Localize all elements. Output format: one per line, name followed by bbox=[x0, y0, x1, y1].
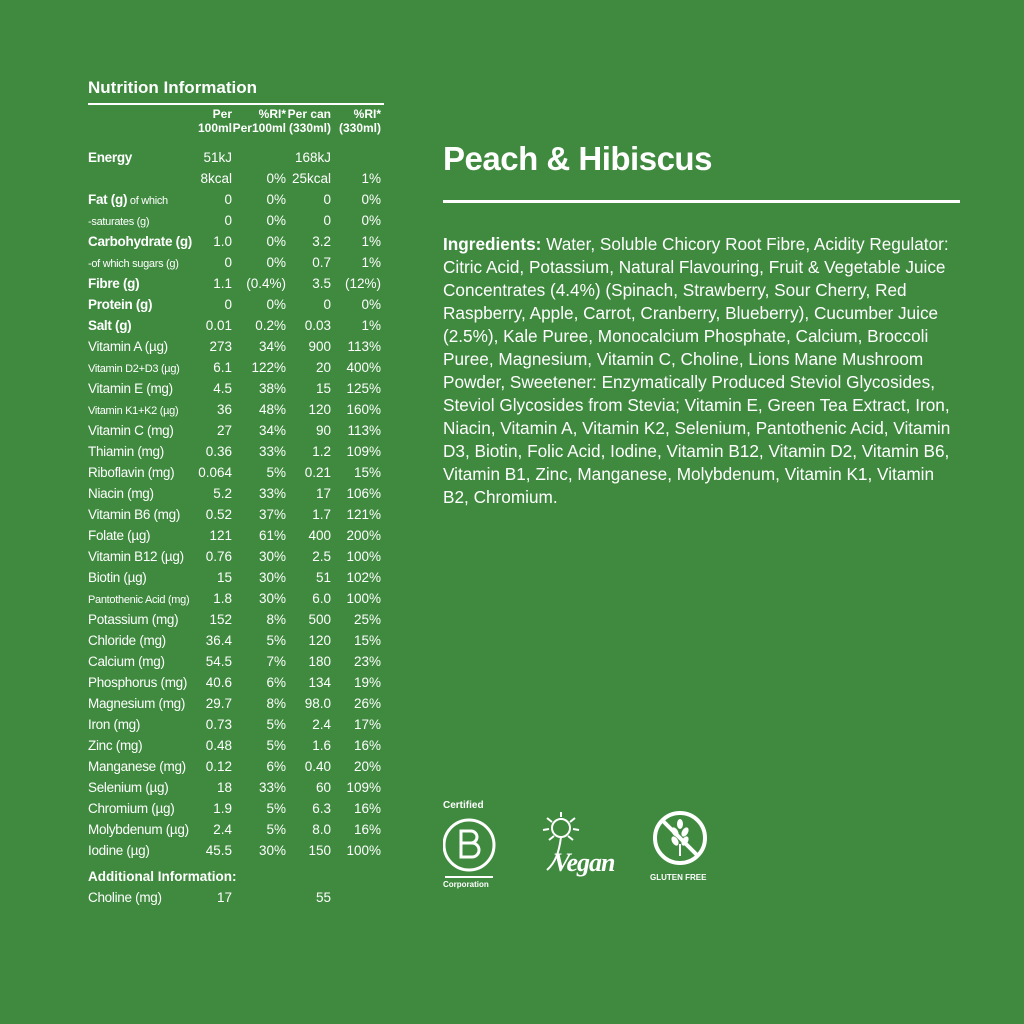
nutrition-row: Energy 51kJ 168kJ bbox=[88, 150, 331, 165]
nutrition-rows bbox=[88, 147, 384, 861]
additional-info-title: Additional Information: bbox=[88, 869, 237, 884]
nutrition-row: Vitamin A (µg) 273 34% 900 113% bbox=[88, 339, 381, 354]
nutrition-row: Folate (µg) 121 61% 400 200% bbox=[88, 528, 381, 543]
nutrition-row: Choline (mg) 17 55 bbox=[88, 890, 331, 905]
vegan-badge bbox=[529, 808, 624, 898]
nutrition-row: Protein (g) 0 0% 0 0% bbox=[88, 297, 381, 312]
nutrition-row: -saturates (g) 0 0% 0 0% bbox=[88, 213, 381, 228]
badge-row bbox=[443, 800, 743, 900]
nutrition-row: Phosphorus (mg) 40.6 6% 134 19% bbox=[88, 675, 381, 690]
nutrition-row: Molybdenum (µg) 2.4 5% 8.0 16% bbox=[88, 822, 381, 837]
nutrition-row: Biotin (µg) 15 30% 51 102% bbox=[88, 570, 381, 585]
title-divider bbox=[443, 200, 960, 203]
nutrition-row: Vitamin C (mg) 27 34% 90 113% bbox=[88, 423, 381, 438]
nutrition-row: Chloride (mg) 36.4 5% 120 15% bbox=[88, 633, 381, 648]
nutrition-row: Potassium (mg) 152 8% 500 25% bbox=[88, 612, 381, 627]
nutrition-row: Iodine (µg) 45.5 30% 150 100% bbox=[88, 843, 381, 858]
nutrition-row: Thiamin (mg) 0.36 33% 1.2 109% bbox=[88, 444, 381, 459]
nutrition-row: Zinc (mg) 0.48 5% 1.6 16% bbox=[88, 738, 381, 753]
nutrition-row: Vitamin B6 (mg) 0.52 37% 1.7 121% bbox=[88, 507, 381, 522]
nutrition-row: Chromium (µg) 1.9 5% 6.3 16% bbox=[88, 801, 381, 816]
product-info bbox=[443, 140, 963, 509]
nutrition-row: Vitamin K1+K2 (µg) 36 48% 120 160% bbox=[88, 402, 381, 417]
nutrition-row: Vitamin B12 (µg) 0.76 30% 2.5 100% bbox=[88, 549, 381, 564]
nutrition-title: Nutrition Information bbox=[88, 78, 384, 105]
gluten-free-icon bbox=[652, 810, 708, 866]
nutrition-row: Selenium (µg) 18 33% 60 109% bbox=[88, 780, 381, 795]
nutrition-row: Calcium (mg) 54.5 7% 180 23% bbox=[88, 654, 381, 669]
product-title: Peach & Hibiscus bbox=[443, 140, 712, 177]
nutrition-row: Fat (g) of which 0 0% 0 0% bbox=[88, 192, 381, 207]
nutrition-row: Manganese (mg) 0.12 6% 0.40 20% bbox=[88, 759, 381, 774]
nutrition-row: -of which sugars (g) 0 0% 0.7 1% bbox=[88, 255, 381, 270]
ingredients-text: Ingredients: Water, Soluble Chicory Root Fibre, Acidity Regulator: Citric Acid, Potassium, Natural Flavouring, Fruit & Vegetable Juice Concentrates (4.4%) (Spinach, Strawberry, Sour Cherry, Red Raspberry, Apple, Carrot, Cranberry, Blueberry), Cucumber Juice (2.5%), Kale Puree, Monocalcium Phosphate, Calcium, Broccoli Puree, Magnesium, Vitamin C, Choline, Lions Mane Mushroom Powder, Sweetener: Enzymatically Produced Steviol Glycosides, Steviol Glycosides from Stevia; Vitamin E, Green Tea Extract, Iron, Niacin, Vitamin A, Vitamin K2, Selenium, Pantothenic Acid, Vitamin D3, Biotin, Folic Acid, Iodine, Vitamin B12, Vitamin D2, Vitamin B6, Vitamin B1, Zinc, Manganese, Molybdenum, Vitamin K1, Vitamin B2, Chromium. bbox=[443, 234, 951, 507]
nutrition-row: Salt (g) 0.01 0.2% 0.03 1% bbox=[88, 318, 381, 333]
nutrition-panel bbox=[88, 78, 384, 908]
nutrition-row: 8kcal 0% 25kcal 1% bbox=[200, 171, 381, 186]
nutrition-header-row: Per 100ml %RI* Per100ml Per can (330ml) %RI* (330ml) bbox=[197, 107, 381, 135]
nutrition-row: Fibre (g) 1.1 (0.4%) 3.5 (12%) bbox=[88, 276, 381, 291]
nutrition-row: Carbohydrate (g) 1.0 0% 3.2 1% bbox=[88, 234, 381, 249]
nutrition-row: Vitamin E (mg) 4.5 38% 15 125% bbox=[88, 381, 381, 396]
bcorp-badge: Certified Corporation bbox=[443, 800, 503, 889]
vegan-label: Vegan bbox=[553, 848, 615, 877]
nutrition-row: Magnesium (mg) 29.7 8% 98.0 26% bbox=[88, 696, 381, 711]
additional-info-rows bbox=[88, 887, 384, 908]
nutrition-row: Riboflavin (mg) 0.064 5% 0.21 15% bbox=[88, 465, 381, 480]
nutrition-row: Vitamin D2+D3 (µg) 6.1 122% 20 400% bbox=[88, 360, 381, 375]
nutrition-row: Pantothenic Acid (mg) 1.8 30% 6.0 100% bbox=[88, 591, 381, 606]
bcorp-icon bbox=[443, 811, 499, 879]
gluten-free-badge: GLUTEN FREE bbox=[650, 810, 720, 882]
nutrition-row: Niacin (mg) 5.2 33% 17 106% bbox=[88, 486, 381, 501]
nutrition-row: Iron (mg) 0.73 5% 2.4 17% bbox=[88, 717, 381, 732]
